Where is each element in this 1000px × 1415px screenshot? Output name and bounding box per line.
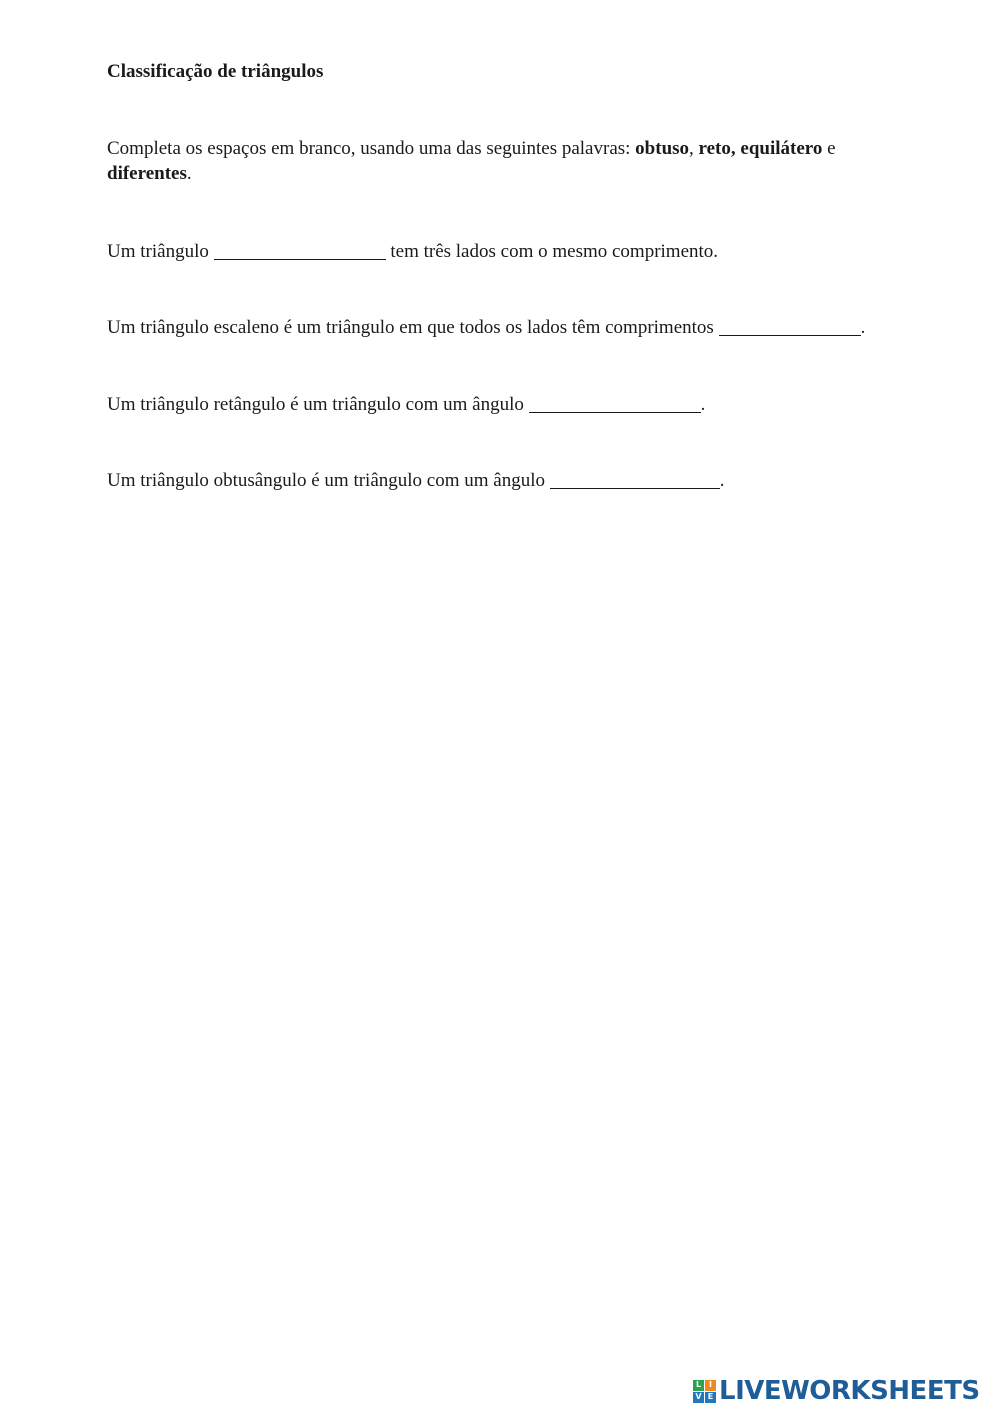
question-text: Um triângulo obtusângulo é um triângulo com um ângulo [107,470,550,491]
question-1 [107,238,907,264]
word-obtuso: obtuso [635,138,690,159]
answer-blank-4[interactable] [550,470,720,489]
answer-blank-2[interactable] [719,317,861,336]
question-text: . [700,394,706,415]
word-diferentes: diferentes [107,163,187,184]
logo-text: LIVEWORKSHEETS [719,1376,980,1406]
question-4 [107,467,907,493]
question-text: . [719,470,725,491]
instructions-separator: e [822,138,836,159]
logo-mark-letter: V [693,1392,704,1403]
question-text: . [860,317,866,338]
instructions-text: Completa os espaços em branco, usando uma das seguintes palavras: [107,138,636,159]
page-title: Classificação de triângulos [107,61,324,82]
instructions [107,136,907,186]
liveworksheets-logo [693,1376,980,1406]
answer-blank-1[interactable] [214,241,386,260]
answer-blank-3[interactable] [529,394,701,413]
instructions-separator: , [689,138,699,159]
logo-mark-letter: E [705,1392,716,1403]
question-text: Um triângulo retângulo é um triângulo com um ângulo [107,394,529,415]
question-text: tem três lados com o mesmo comprimento. [385,241,719,262]
logo-mark-icon [693,1380,716,1403]
question-3 [107,391,907,417]
question-2 [107,314,907,340]
question-text: Um triângulo escaleno é um triângulo em que todos os lados têm comprimentos [107,317,719,338]
logo-mark-letter: L [693,1380,704,1391]
question-text: Um triângulo [107,241,214,262]
word-reto-equilatero: reto, equilátero [698,138,823,159]
logo-mark-letter: I [705,1380,716,1391]
instructions-end: . [186,163,192,184]
